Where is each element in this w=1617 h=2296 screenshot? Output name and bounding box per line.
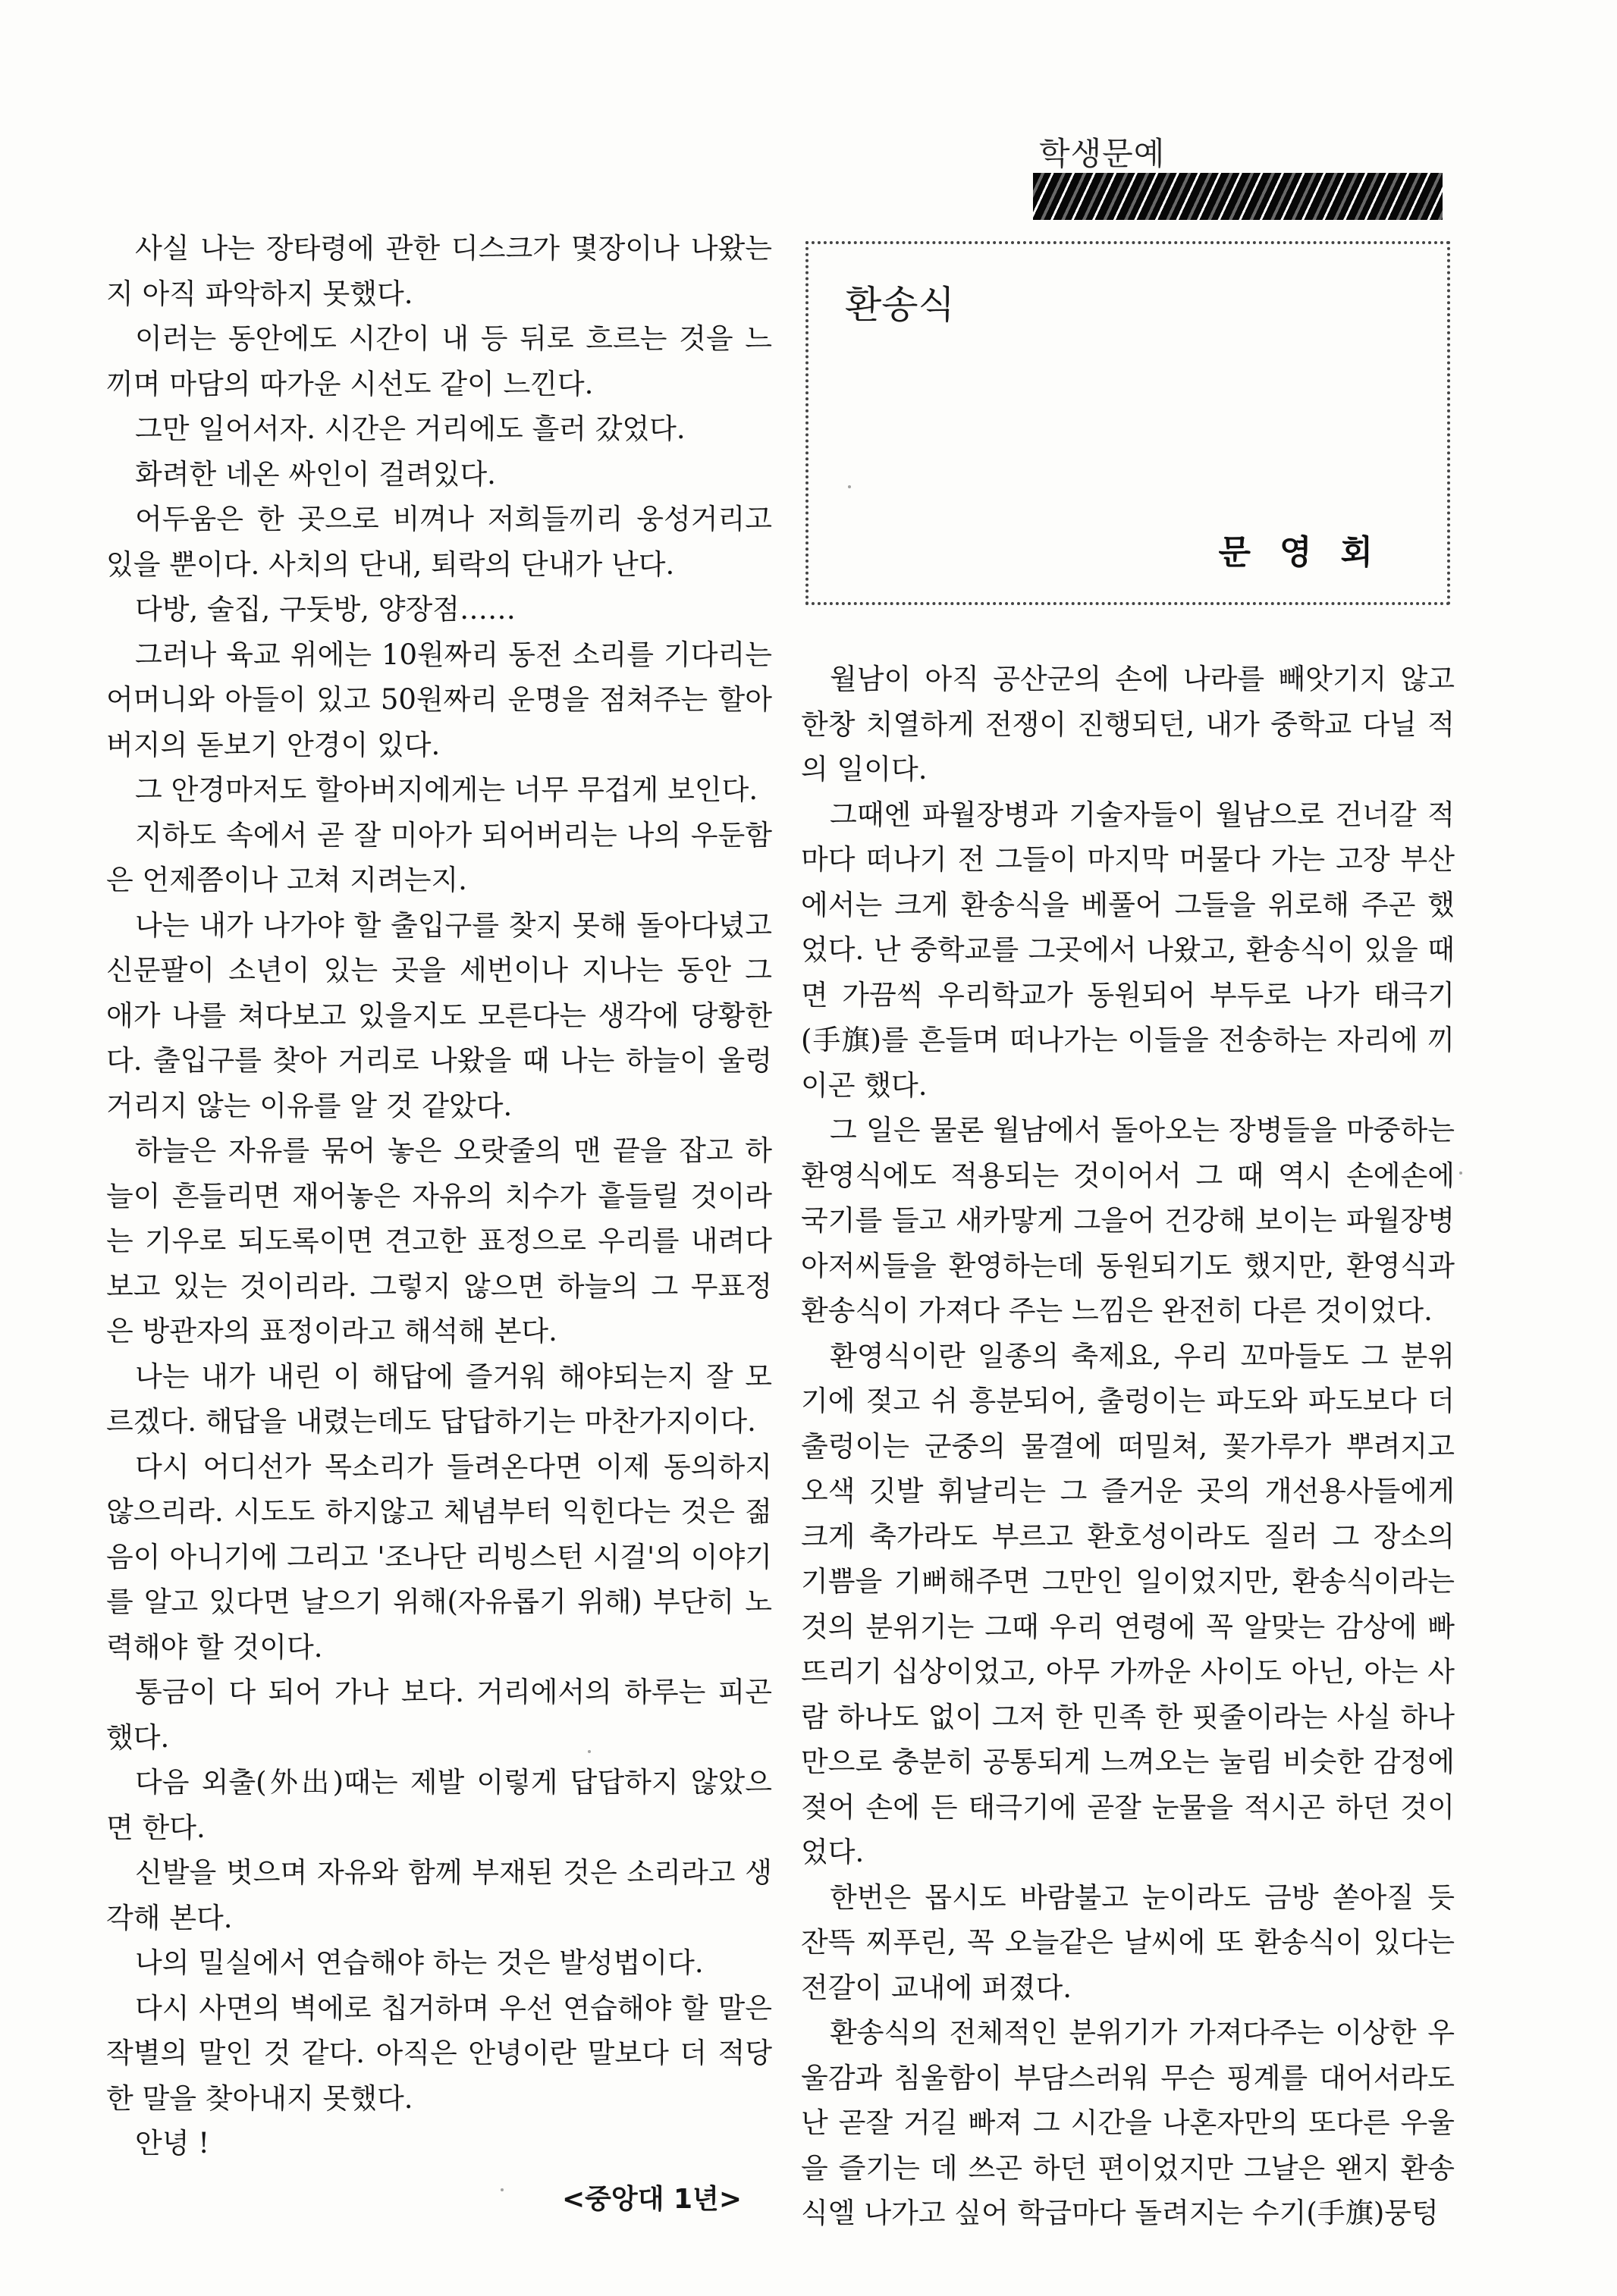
paragraph: 월남이 아직 공산군의 손에 나라를 빼앗기지 않고 한창 치열하게 전쟁이 진행되던, 내가 중학교 다닐 적의 일이다. [801, 663, 1455, 786]
paragraph: 통금이 다 되어 가나 보다. 거리에서의 하루는 피곤했다. [106, 1676, 772, 1754]
scan-speck [848, 485, 851, 488]
section-label: 학생문예 [1039, 135, 1166, 172]
scan-speck [1459, 1172, 1462, 1175]
article-title: 환송식 [845, 283, 955, 327]
paragraph: 그때엔 파월장병과 기술자들이 월남으로 건너갈 적마다 떠나기 전 그들이 마지막 머물다 가는 고장 부산에서는 크게 환송식을 베풀어 그들을 위로해 주곤 했었다. 난 중학교를 그곳에서 나왔고, 환송식이 있을 때면 가끔씩 우리학교가 동원되어 부두로 나가 태극기(手旗)를 흔들며 떠나가는 이들을 전송하는 자리에 끼이곤 했다. [801, 798, 1455, 1102]
section-header-band [1033, 173, 1443, 220]
paragraph: 다방, 술집, 구둣방, 양장점…… [135, 593, 516, 626]
paragraph: 한번은 몹시도 바람불고 눈이라도 금방 쏟아질 듯 잔뜩 찌푸린, 꼭 오늘같은 날씨에 또 환송식이 있다는 전갈이 교내에 퍼졌다. [801, 1880, 1455, 2004]
section-header [1039, 129, 1449, 220]
title-box [805, 241, 1450, 605]
paragraph: 다음 외출(外出)때는 제발 이렇게 답답하지 않았으면 한다. [106, 1766, 772, 1844]
paragraph: 하늘은 자유를 묶어 놓은 오랏줄의 맨 끝을 잡고 하늘이 흔들리면 재어놓은 자유의 치수가 흩들릴 것이라는 기우로 되도록이면 견고한 표정으로 우리를 내려다 보고 있는 것이리라. 그렇지 않으면 하늘의 그 무표정은 방관자의 표정이라고 해석해 본다. [106, 1134, 772, 1347]
paragraph: 나는 내가 내린 이 해답에 즐거워 해야되는지 잘 모르겠다. 해답을 내렸는데도 답답하기는 마찬가지이다. [106, 1360, 772, 1438]
left-column [106, 226, 772, 2222]
scan-speck [501, 2188, 504, 2191]
paragraph: 다시 어디선가 목소리가 들려온다면 이제 동의하지 않으리라. 시도도 하지않고 체념부터 익힌다는 것은 젊음이 아니기에 그리고 '조나단 리빙스턴 시걸'의 이야기를 알고 있다면 날으기 위해(자유롭기 위해) 부단히 노력해야 할 것이다. [106, 1450, 772, 1664]
right-column [801, 657, 1455, 2236]
paragraph: 이러는 동안에도 시간이 내 등 뒤로 흐르는 것을 느끼며 마담의 따가운 시선도 같이 느낀다. [106, 322, 772, 400]
paragraph: 사실 나는 장타령에 관한 디스크가 몇장이나 나왔는지 아직 파악하지 못했다. [106, 232, 772, 310]
author-affiliation: <중앙대 1년> [561, 2183, 742, 2215]
paragraph: 지하도 속에서 곧 잘 미아가 되어버리는 나의 우둔함은 언제쯤이나 고쳐 지려는지. [106, 818, 772, 896]
scan-speck [588, 1750, 591, 1753]
paragraph: 그러나 육교 위에는 10원짜리 동전 소리를 기다리는 어머니와 아들이 있고 50원짜리 운명을 점쳐주는 할아버지의 돋보기 안경이 있다. [106, 638, 772, 761]
paragraph: 어두움은 한 곳으로 비껴나 저희들끼리 웅성거리고 있을 뿐이다. 사치의 단내, 퇴락의 단내가 난다. [106, 503, 772, 581]
paragraph: 화려한 네온 싸인이 걸려있다. [135, 457, 496, 491]
paragraph: 나의 밀실에서 연습해야 하는 것은 발성법이다. [135, 1946, 704, 1979]
paragraph: 신발을 벗으며 자유와 함께 부재된 것은 소리라고 생각해 본다. [106, 1856, 772, 1934]
paragraph: 그만 일어서자. 시간은 거리에도 흘러 갔었다. [135, 412, 686, 445]
paragraph: 그 일은 물론 월남에서 돌아오는 장병들을 마중하는 환영식에도 적용되는 것이어서 그 때 역시 손에손에 국기를 들고 새카맣게 그을어 건강해 보이는 파월장병 아저씨들을 환영하는데 동원되기도 했지만, 환영식과 환송식이 가져다 주는 느낌은 완전히 다른 것이었다. [801, 1114, 1455, 1327]
paragraph: 그 안경마저도 할아버지에게는 너무 무겁게 보인다. [135, 773, 758, 806]
paragraph: 다시 사면의 벽에로 칩거하며 우선 연습해야 할 말은 작별의 말인 것 같다. 아직은 안녕이란 말보다 더 적당한 말을 찾아내지 못했다. [106, 1991, 772, 2115]
paragraph: 환영식이란 일종의 축제요, 우리 꼬마들도 그 분위기에 젖고 쉬 흥분되어, 출렁이는 파도와 파도보다 더 출렁이는 군중의 물결에 떠밀쳐, 꽃가루가 뿌려지고 오색 깃발 휘날리는 그 즐거운 곳의 개선용사들에게 크게 축가라도 부르고 환호성이라도 질러 그 장소의 기쁨을 기뻐해주면 그만인 일이었지만, 환송식이라는 것의 분위기는 그때 우리 연령에 꼭 알맞는 감상에 빠뜨리기 십상이었고, 아무 가까운 사이도 아닌, 아는 사람 하나도 없이 그저 한 민족 한 핏줄이라는 사실 하나만으로 충분히 공통되게 느껴오는 눌림 비슷한 감정에 젖어 손에 든 태극기에 곧잘 눈물을 적시곤 하던 것이었다. [801, 1339, 1455, 1868]
paragraph: 나는 내가 나가야 할 출입구를 찾지 못해 돌아다녔고 신문팔이 소년이 있는 곳을 세번이나 지나는 동안 그 애가 나를 쳐다보고 있을지도 모른다는 생각에 당황한다. 출입구를 찾아 거리로 나왔을 때 나는 하늘이 울렁거리지 않는 이유를 알 것 같았다. [106, 908, 772, 1122]
closing-line: 안녕 ! [135, 2127, 210, 2160]
article-author: 문영회 [1218, 533, 1402, 572]
paragraph: 환송식의 전체적인 분위기가 가져다주는 이상한 우울감과 침울함이 부담스러워 무슨 핑계를 대어서라도 난 곧잘 거길 빠져 그 시간을 나혼자만의 또다른 우울을 즐기는 데 쓰곤 하던 편이었지만 그날은 왠지 환송식엘 나가고 싶어 학급마다 돌려지는 수기(手旗)뭉텅 [801, 2016, 1455, 2229]
